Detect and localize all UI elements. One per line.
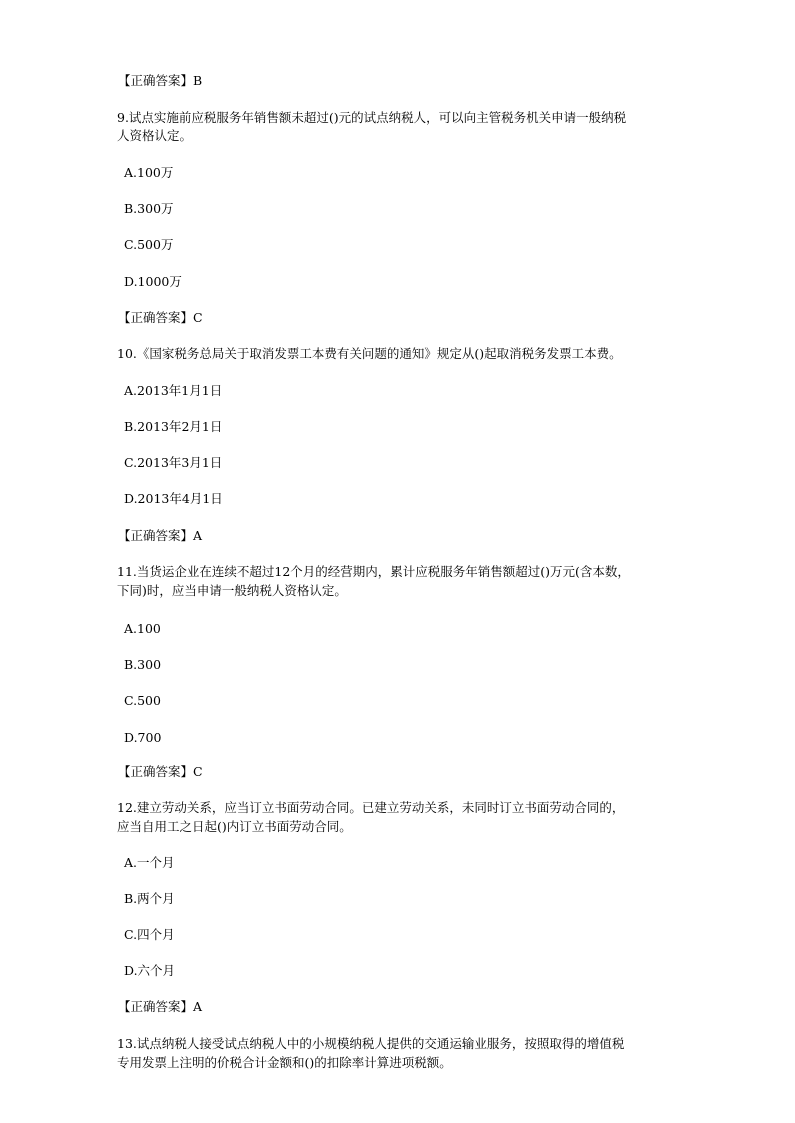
question-11-text-cont: 下同)时，应当申请一般纳税人资格认定。 xyxy=(117,583,347,598)
question-9-option-d: D.1000万 xyxy=(124,274,182,289)
question-10-option-c: C.2013年3月1日 xyxy=(124,455,223,470)
question-12-option-a: A.一个月 xyxy=(124,855,175,870)
answer-label: 【正确答案】B xyxy=(118,73,203,88)
question-12-option-b: B.两个月 xyxy=(124,891,175,906)
question-10-answer: 【正确答案】A xyxy=(118,528,203,543)
question-12-option-d: D.六个月 xyxy=(124,963,176,978)
question-11-option-a: A.100 xyxy=(124,621,161,636)
question-12-answer: 【正确答案】A xyxy=(118,999,203,1014)
question-9-option-b: B.300万 xyxy=(124,201,174,216)
question-12-option-c: C.四个月 xyxy=(124,927,175,942)
question-9-text-cont: 人资格认定。 xyxy=(117,128,193,143)
question-11-option-c: C.500 xyxy=(124,693,161,708)
question-13-text: 13.试点纳税人接受试点纳税人中的小规模纳税人提供的交通运输业服务，按照取得的增值税 xyxy=(117,1036,625,1051)
question-10-option-d: D.2013年4月1日 xyxy=(124,491,223,506)
question-9-option-c: C.500万 xyxy=(124,237,174,252)
question-13-text-cont: 专用发票上注明的价税合计金额和()的扣除率计算进项税额。 xyxy=(117,1055,452,1070)
question-9-answer: 【正确答案】C xyxy=(118,310,203,325)
question-10-option-b: B.2013年2月1日 xyxy=(124,419,223,434)
question-12-text-cont: 应当自用工之日起()内订立书面劳动合同。 xyxy=(117,819,352,834)
question-11-answer: 【正确答案】C xyxy=(118,764,203,779)
question-9-text: 9.试点实施前应税服务年销售额未超过()元的试点纳税人，可以向主管税务机关申请一般纳税 xyxy=(117,110,627,125)
question-10-option-a: A.2013年1月1日 xyxy=(124,383,223,398)
question-12-text: 12.建立劳动关系，应当订立书面劳动合同。已建立劳动关系，未同时订立书面劳动合同的， xyxy=(117,800,625,815)
question-11-option-d: D.700 xyxy=(124,730,162,745)
question-11-option-b: B.300 xyxy=(124,657,162,672)
question-10-text: 10.《国家税务总局关于取消发票工本费有关问题的通知》规定从()起取消税务发票工本费。 xyxy=(117,346,622,361)
question-9-option-a: A.100万 xyxy=(124,165,174,180)
question-11-text: 11.当货运企业在连续不超过12个月的经营期内，累计应税服务年销售额超过()万元(含本数， xyxy=(117,564,630,579)
